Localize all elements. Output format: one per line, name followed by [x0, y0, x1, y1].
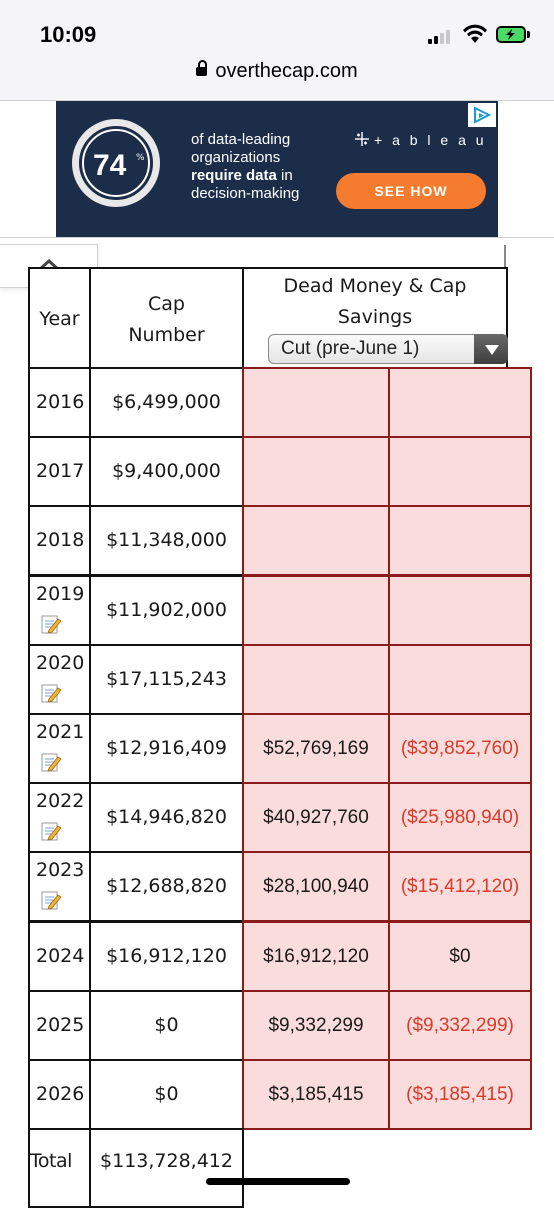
edit-note-icon[interactable]: [40, 889, 62, 911]
status-bar: [0, 0, 554, 101]
ad-line-2: organizations: [191, 149, 281, 166]
battery-cap: [527, 31, 530, 38]
year-label: 2026: [36, 1083, 85, 1105]
ad-line-1: of data-leading: [191, 131, 291, 148]
see-how-button[interactable]: SEE HOW: [336, 173, 486, 209]
dead-money-cell: [242, 367, 390, 438]
battery-icon: [496, 26, 526, 43]
year-cell: [28, 367, 91, 438]
year-label: 2017: [36, 460, 85, 482]
dead-money-cell: $28,100,940: [242, 851, 390, 922]
dead-money-cell: [242, 505, 390, 576]
cap-number-cell: $0: [89, 1059, 244, 1130]
total-divider: [242, 1128, 244, 1208]
cap-number-cell: $11,348,000: [89, 505, 244, 576]
cap-number-cell: $6,499,000: [89, 367, 244, 438]
ad-percent-symbol: %: [136, 153, 145, 163]
header-cap-number: [89, 267, 244, 369]
tableau-wordmark: + a b l e a u: [374, 132, 487, 148]
year-cell: [28, 1059, 91, 1130]
url-text: overthecap.com: [215, 60, 358, 82]
cap-savings-cell: [388, 575, 532, 646]
cap-savings-cell: ($39,852,760): [388, 713, 532, 784]
dead-money-cell: $16,912,120: [242, 921, 390, 992]
header-cap-line-1: Cap: [148, 293, 185, 315]
dead-money-cell: [242, 575, 390, 646]
cap-savings-cell: ($9,332,299): [388, 990, 532, 1061]
cap-savings-cell: ($25,980,940): [388, 782, 532, 853]
cap-savings-cell: [388, 436, 532, 507]
tableau-logo: [354, 131, 487, 148]
ad-line-3-bold: require data: [191, 167, 277, 184]
year-label: 2023: [36, 859, 85, 881]
year-cell: [28, 505, 91, 576]
dead-money-cell: $3,185,415: [242, 1059, 390, 1130]
header-dead-line-1: Dead Money & Cap: [283, 275, 467, 297]
cap-number-cell: $9,400,000: [89, 436, 244, 507]
cap-number-cell: $17,115,243: [89, 644, 244, 715]
ad-line-4: decision-making: [191, 185, 300, 202]
edit-note-icon[interactable]: [40, 751, 62, 773]
edit-note-icon[interactable]: [40, 613, 62, 635]
year-label: 2025: [36, 1014, 85, 1036]
advertisement-banner[interactable]: [56, 101, 498, 237]
dead-money-cell: $40,927,760: [242, 782, 390, 853]
dead-money-cell: $52,769,169: [242, 713, 390, 784]
home-indicator: [206, 1178, 350, 1185]
lock-icon: [196, 67, 207, 76]
year-cell: [28, 990, 91, 1061]
cap-number-cell: $0: [89, 990, 244, 1061]
tableau-cross-icon: [354, 131, 370, 147]
ad-copy: [191, 131, 299, 203]
header-cap-line-2: Number: [128, 324, 205, 346]
cap-number-cell: $16,912,120: [89, 921, 244, 992]
dead-money-cell: [242, 644, 390, 715]
cap-savings-cell: ($15,412,120): [388, 851, 532, 922]
cellular-signal-icon: [428, 30, 458, 44]
year-label: 2016: [36, 391, 85, 413]
release-type-value: Cut (pre-June 1): [281, 338, 420, 359]
cap-savings-cell: ($3,185,415): [388, 1059, 532, 1130]
year-cell: [28, 921, 91, 992]
status-time: 10:09: [40, 22, 97, 47]
ad-line-3: [191, 167, 299, 185]
chevron-down-icon: [474, 334, 508, 364]
cap-number-cell: $14,946,820: [89, 782, 244, 853]
header-dead-line-2: Savings: [337, 306, 413, 328]
year-cell: [28, 782, 91, 853]
total-label: Total: [28, 1128, 91, 1208]
cap-number-cell: $12,916,409: [89, 713, 244, 784]
ad-choices-icon[interactable]: [468, 103, 496, 127]
cap-savings-cell: [388, 505, 532, 576]
ad-percent: 74: [93, 149, 127, 182]
year-label: 2022: [36, 790, 85, 812]
cap-savings-cell: [388, 644, 532, 715]
release-type-select[interactable]: [268, 334, 508, 364]
dead-money-cell: [242, 436, 390, 507]
year-label: 2019: [36, 583, 85, 605]
ad-line-3-rest: in: [276, 167, 293, 184]
year-label: 2021: [36, 721, 85, 743]
wifi-icon: [462, 24, 488, 44]
edit-note-icon[interactable]: [40, 820, 62, 842]
year-label: 2018: [36, 529, 85, 551]
year-label: 2024: [36, 945, 85, 967]
year-cell: [28, 851, 91, 922]
total-value: $113,728,412: [89, 1128, 244, 1208]
cap-number-cell: $12,688,820: [89, 851, 244, 922]
page-divider: [0, 237, 554, 238]
year-cell: [28, 436, 91, 507]
year-cell: [28, 575, 91, 646]
cap-savings-cell: $0: [388, 921, 532, 992]
edit-note-icon[interactable]: [40, 682, 62, 704]
year-cell: [28, 713, 91, 784]
year-label: 2020: [36, 652, 85, 674]
cap-number-cell: $11,902,000: [89, 575, 244, 646]
address-bar[interactable]: [0, 60, 554, 83]
header-year: Year: [28, 267, 91, 369]
dead-money-cell: $9,332,299: [242, 990, 390, 1061]
cap-savings-cell: [388, 367, 532, 438]
year-cell: [28, 644, 91, 715]
